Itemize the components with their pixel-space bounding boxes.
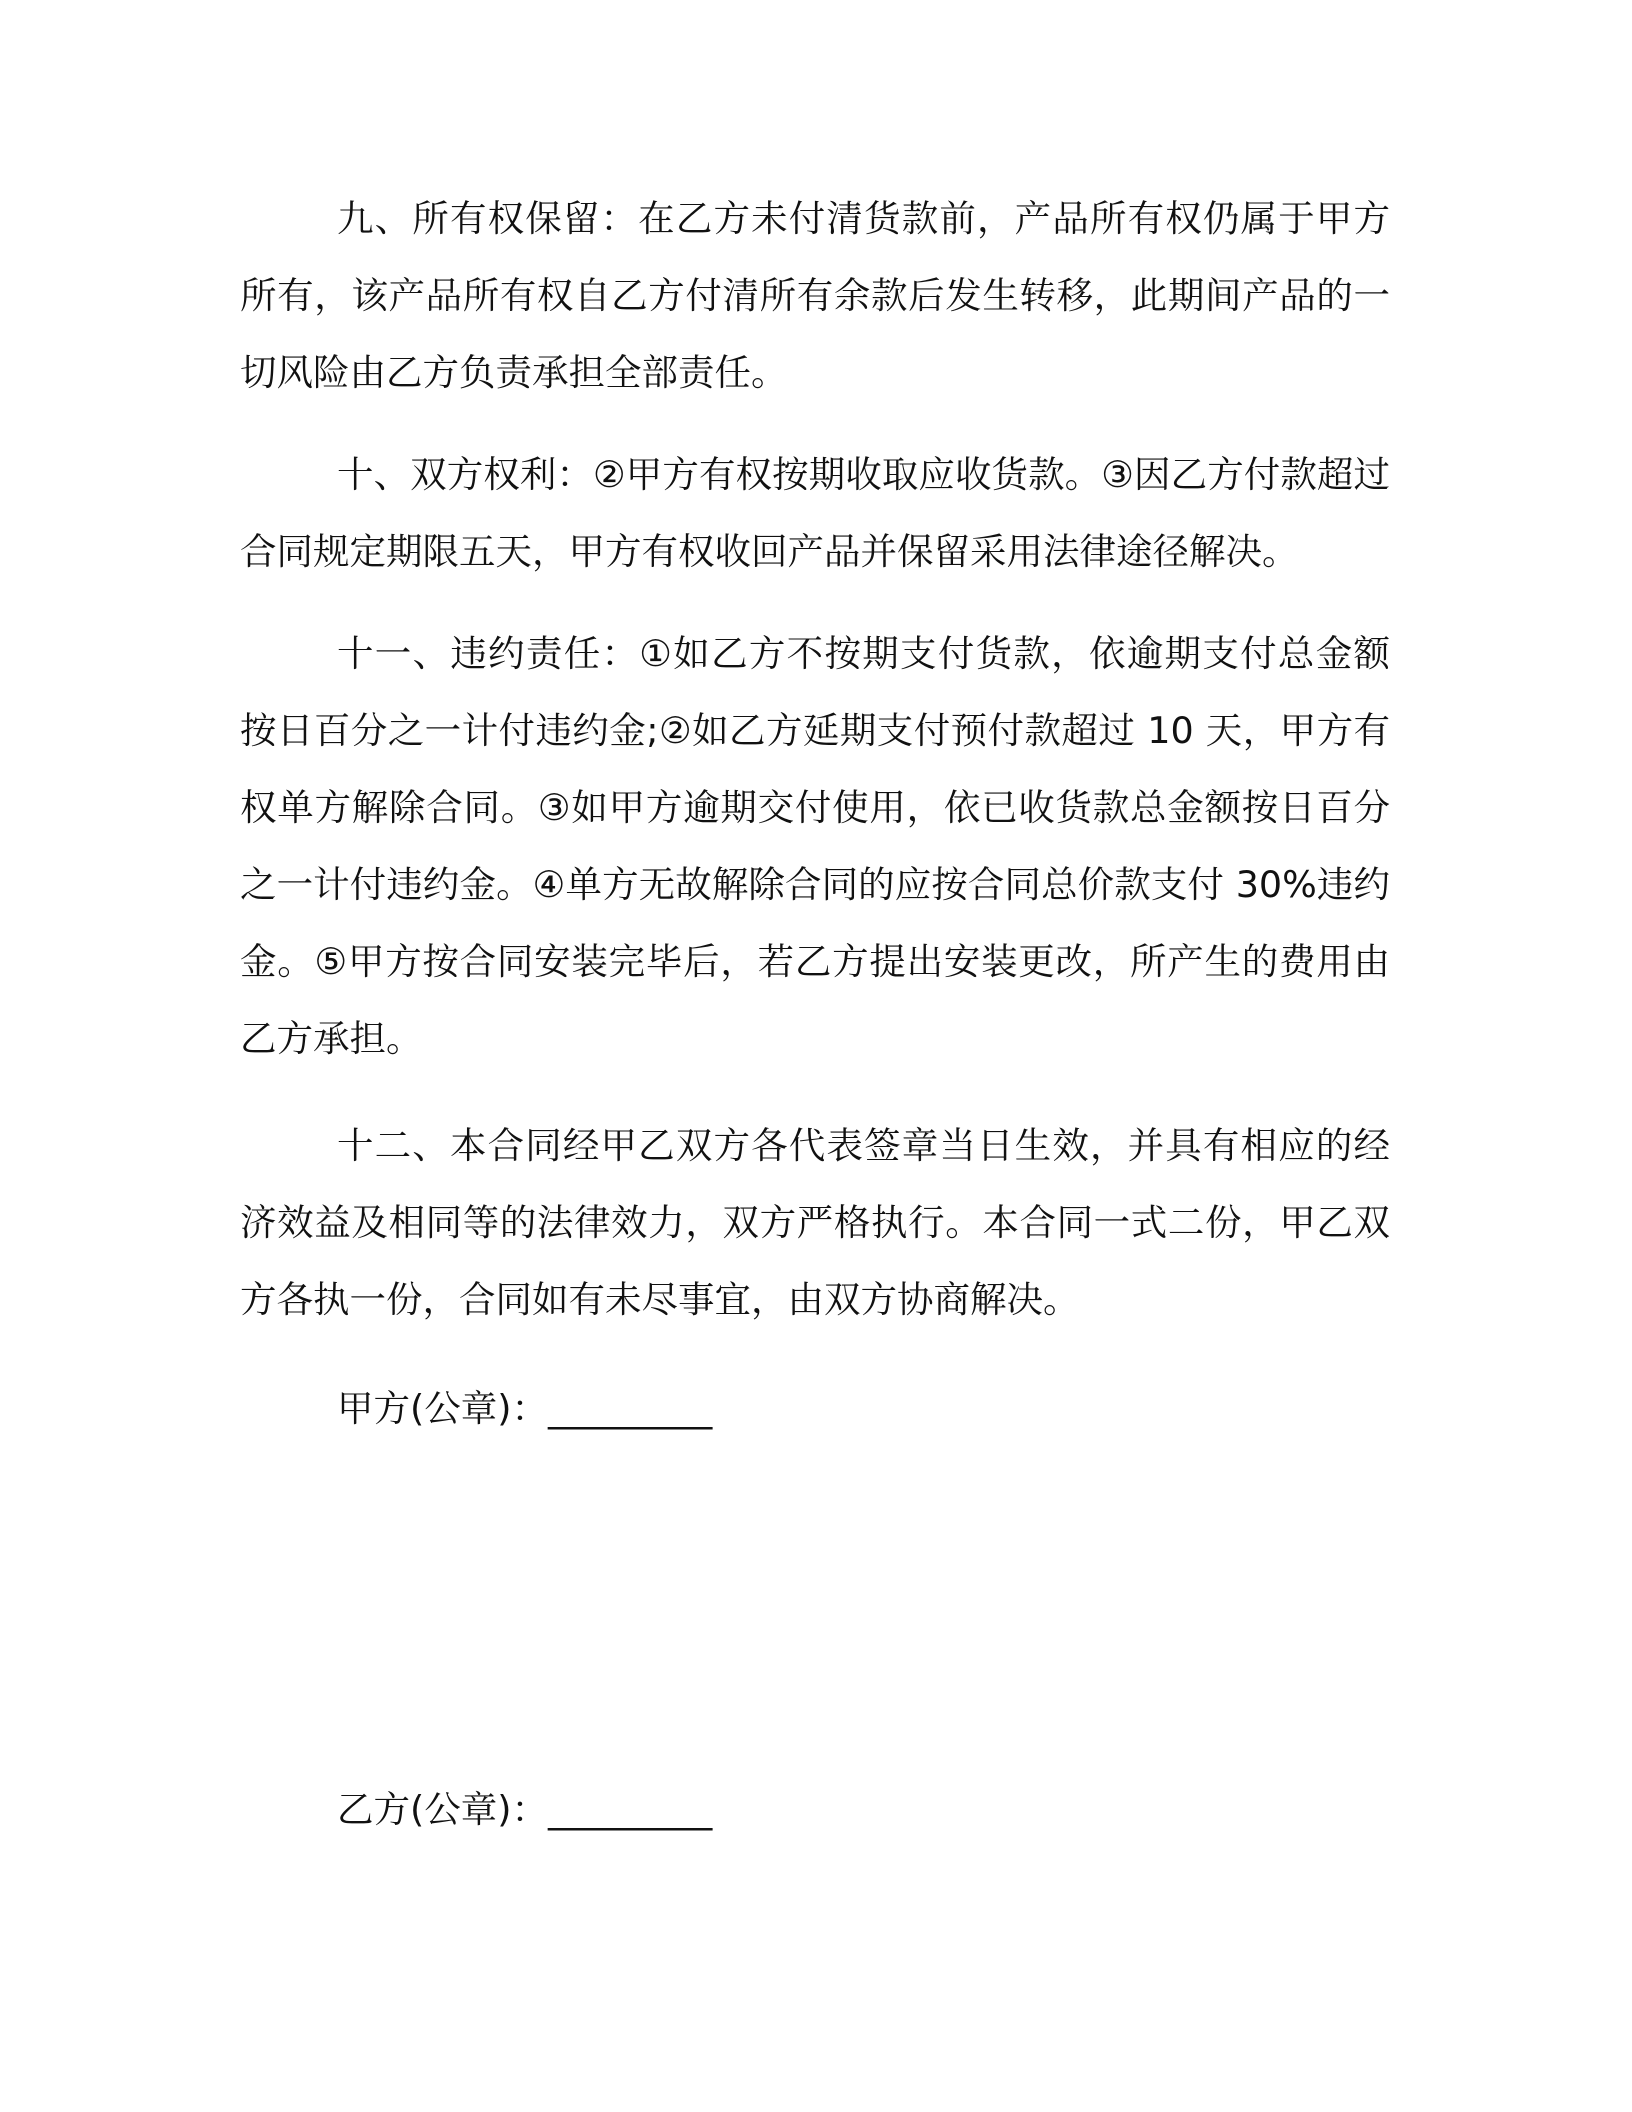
clause-12-effectiveness: 十二、本合同经甲乙双方各代表签章当日生效，并具有相应的经济效益及相同等的法律效力，双方严格执行。本合同一式二份，甲乙双方各执一份，合同如有未尽事宜，由双方协商解决。	[240, 1124, 1390, 1321]
clause-10-rights: 十、双方权利：②甲方有权按期收取应收货款。③因乙方付款超过合同规定期限五天，甲方有权收回产品并保留采用法律途径解决。	[240, 453, 1390, 573]
clause-9-ownership-retention: 九、所有权保留：在乙方未付清货款前，产品所有权仍属于甲方所有，该产品所有权自乙方付清所有余款后发生转移，此期间产品的一切风险由乙方负责承担全部责任。	[240, 197, 1390, 394]
party-a-signature-line: 甲方(公章)：_________	[337, 1387, 713, 1430]
party-b-signature-line: 乙方(公章)：_________	[337, 1788, 713, 1831]
clause-11-liability: 十一、违约责任：①如乙方不按期支付货款，依逾期支付总金额按日百分之一计付违约金;②如乙方延期支付预付款超过 10 天，甲方有权单方解除合同。③如甲方逾期交付使用，依已收货款总金额按日百分之一计付违约金。④单方无故解除合同的应按合同总价款支付 30%违约金。⑤甲方按合同安装完毕后，若乙方提出安装更改，所产生的费用由乙方承担。	[240, 632, 1390, 1060]
